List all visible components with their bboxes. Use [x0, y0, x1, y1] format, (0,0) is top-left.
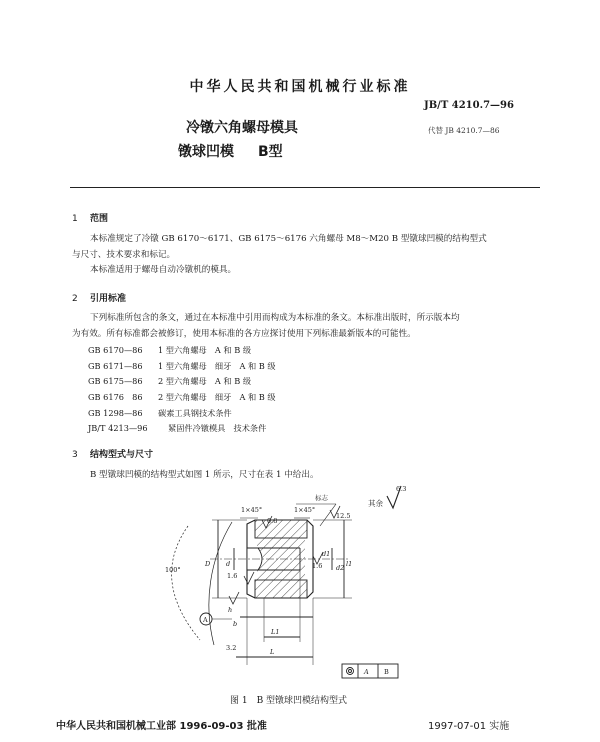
standard-code-text: JB/T 4210.7—96: [424, 100, 514, 111]
standard-title: 中华人民共和国机械行业标准: [189, 79, 411, 95]
section-1-title: 范围: [90, 214, 109, 224]
section-1-para2: 本标准适用于螺母自动冷镦机的模具。: [90, 265, 237, 275]
label-roughness-1-6b: 1.6: [312, 562, 323, 570]
standard-code: [424, 100, 514, 111]
label-angle-100: 100°: [165, 566, 181, 574]
label-tolerance-datum: B: [384, 668, 389, 676]
label-dim-d: d: [226, 560, 231, 568]
label-dim-L: L: [270, 648, 275, 656]
section-3-para: B 型镦球凹模的结构型式如图 1 所示，尺寸在表 1 中给出。: [90, 470, 319, 480]
title-part-a: 镦球凹模: [178, 144, 234, 160]
section-2-title: 引用标准: [90, 294, 127, 304]
section-1-number: 1: [72, 214, 78, 224]
section-2-para-line2: 为有效。所有标准都会被修订，使用本标准的各方应探讨使用下列标准最新版本的可能性。: [72, 329, 416, 339]
approval-line: 中华人民共和国机械工业部 1996-09-03 批准: [56, 721, 267, 732]
reference-item: JB/T 4213—96 紧固件冷镦模具 技术条件: [88, 423, 267, 433]
section-2-heading: [72, 291, 126, 304]
label-dim-d2: d2: [336, 564, 345, 572]
die-drawing: [0, 480, 600, 690]
header-divider: [70, 187, 540, 188]
document-title-line1: 冷镦六角螺母模具: [186, 120, 298, 136]
section-3-number: 3: [72, 450, 78, 460]
label-roughness-1-6a: 1.6: [227, 572, 238, 580]
effective-date: 1997-07-01 实施: [428, 721, 510, 732]
section-1-para1-line1: 本标准规定了冷镦 GB 6170～6171、GB 6175～6176 六角螺母 M8～M20 B 型镦球凹模的结构型式: [90, 234, 487, 244]
label-chamfer-2: 1×45°: [294, 506, 316, 514]
section-2-number: 2: [72, 294, 78, 304]
reference-item: GB 6170—86 1 型六角螺母 A 和 B 级: [88, 345, 252, 355]
label-datum-A: A: [203, 616, 208, 624]
label-dim-b: b: [233, 620, 238, 628]
label-tolerance-a: A: [364, 668, 369, 676]
label-roughness-3-2: 3.2: [226, 644, 237, 652]
label-dim-d1: d1: [322, 550, 331, 558]
label-dim-D: D: [205, 560, 211, 568]
label-dim-l1: l1: [346, 560, 353, 568]
document-title-line2: [178, 141, 283, 161]
reference-item: GB 6175—86 2 型六角螺母 A 和 B 级: [88, 376, 252, 386]
label-roughness-0-8: 0.8: [267, 517, 278, 525]
section-2-para-line1: 下列标准所包含的条文，通过在本标准中引用而构成为本标准的条文。本标准出版时，所示版本均: [90, 313, 460, 323]
label-chamfer-1: 1×45°: [241, 506, 263, 514]
label-remainder: 其余: [368, 499, 383, 508]
label-roughness-12-5: 12.5: [336, 512, 351, 520]
reference-item: GB 6176 86 2 型六角螺母 细牙 A 和 B 级: [88, 392, 276, 402]
section-1-para1-line2: 与尺寸、技术要求和标记。: [72, 250, 176, 260]
reference-item: GB 1298—86 碳素工具钢技术条件: [88, 408, 232, 418]
section-3-title: 结构型式与尺寸: [90, 450, 154, 460]
section-3-heading: [72, 447, 153, 460]
figure-caption: 图 1 B 型镦球凹模结构型式: [230, 696, 348, 706]
label-dim-h: h: [228, 606, 233, 614]
reference-item: GB 6171—86 1 型六角螺母 细牙 A 和 B 级: [88, 361, 276, 371]
title-part-b: B型: [258, 144, 283, 160]
label-dim-L1: L1: [271, 628, 280, 636]
section-1-heading: [72, 211, 108, 224]
label-marking: 标志: [315, 494, 328, 502]
replaces-note: 代替 JB 4210.7—86: [428, 126, 500, 135]
label-roughness-6-3: 6.3: [396, 485, 407, 493]
